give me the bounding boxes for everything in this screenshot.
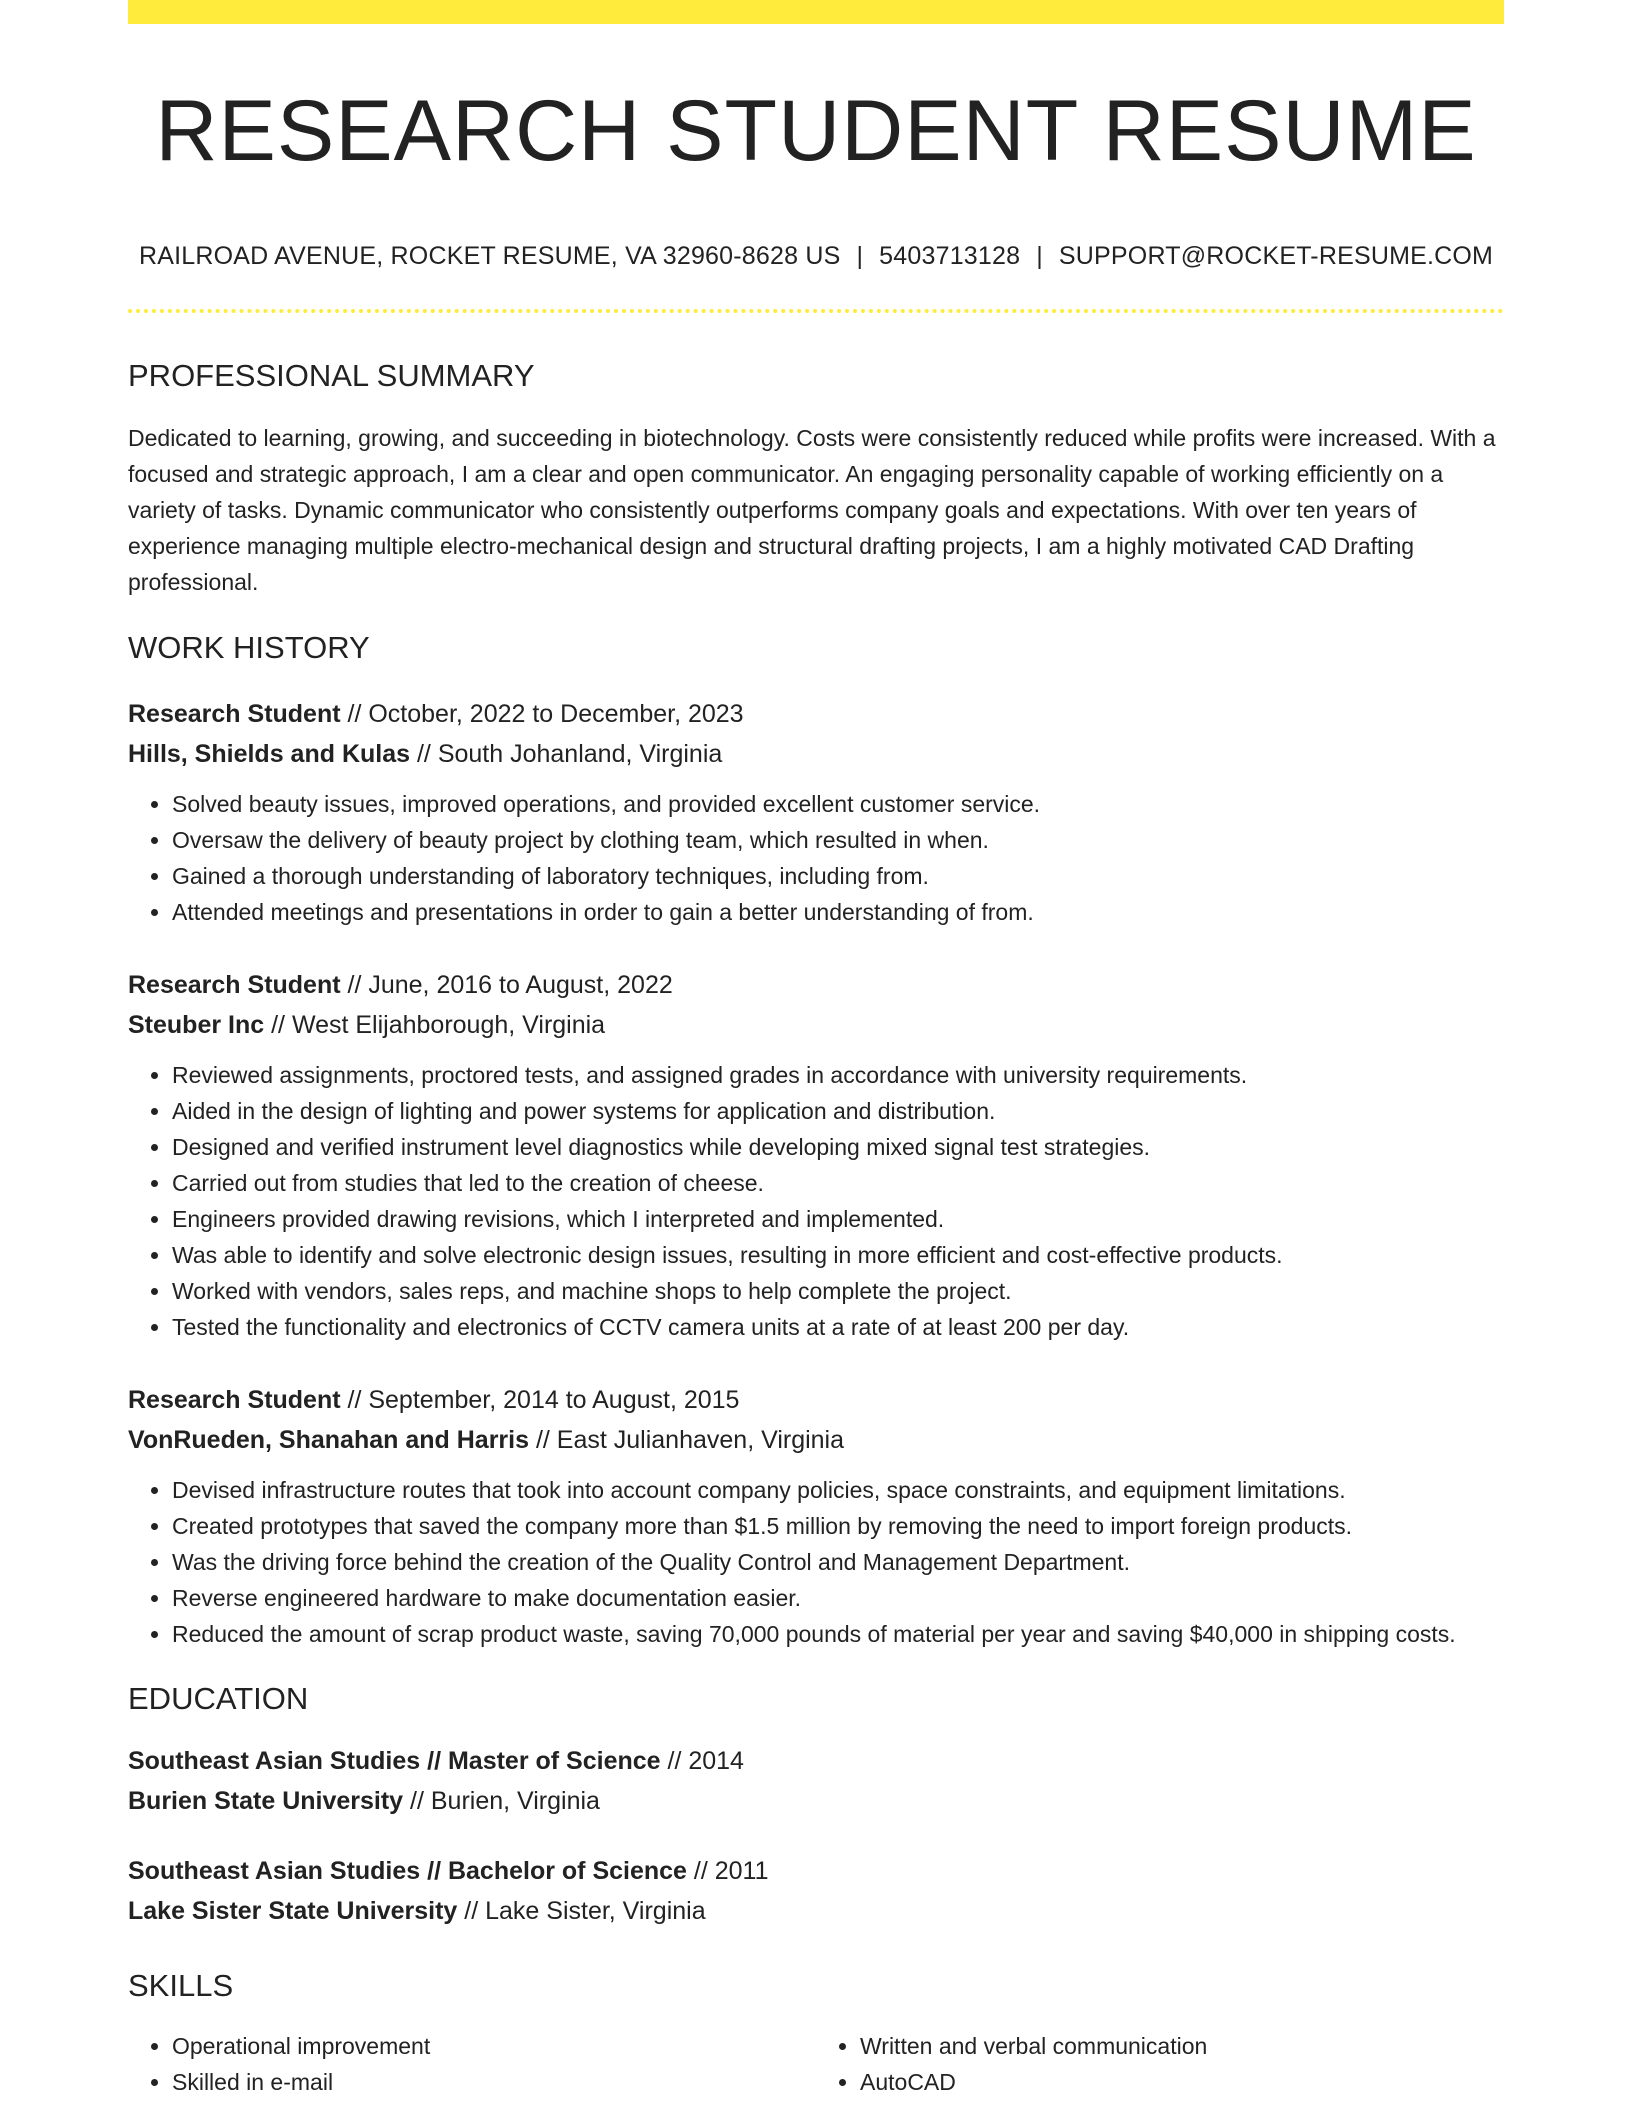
contact-address: RAILROAD AVENUE, ROCKET RESUME, VA 32960-8628 US (138, 242, 841, 271)
skills-column-left (128, 2028, 816, 2100)
education-entry (128, 1851, 1504, 1931)
job-title-line (128, 965, 1504, 1005)
education-degree-line (128, 1851, 1504, 1891)
summary-section (128, 357, 1504, 600)
skill-item: • Written and verbal communication (860, 2028, 1504, 2064)
job-company-line (128, 1005, 1504, 1045)
skill-item: • AutoCAD (860, 2064, 1504, 2100)
job-bullet: • Devised infrastructure routes that took into account company policies, space constraints, and equipment limitations. (172, 1472, 1504, 1508)
job-location: // East Julianhaven, Virginia (529, 1425, 845, 1454)
job-bullet-list (128, 1472, 1504, 1652)
job-bullet: • Designed and verified instrument level diagnostics while developing mixed signal test strategies. (172, 1129, 1504, 1165)
section-heading-skills: SKILLS (128, 1967, 234, 2003)
job-location: // South Johanland, Virginia (410, 739, 723, 768)
work-history-section (128, 629, 1504, 1651)
job-bullet: • Reviewed assignments, proctored tests, and assigned grades in accordance with university requirements. (172, 1057, 1504, 1093)
contact-email: SUPPORT@ROCKET-RESUME.COM (1058, 242, 1494, 271)
job-bullet: • Was the driving force behind the creation of the Quality Control and Management Department. (172, 1544, 1504, 1580)
contact-phone: 5403713128 (879, 242, 1021, 271)
job-bullet: • Tested the functionality and electronics of CCTV camera units at a rate of at least 200 per day. (172, 1309, 1504, 1345)
job-company-line (128, 734, 1504, 774)
job-entry (128, 965, 1504, 1345)
job-title: Research Student (128, 970, 341, 999)
job-bullet: • Reduced the amount of scrap product waste, saving 70,000 pounds of material per year and saving $40,000 in shipping costs. (172, 1616, 1504, 1652)
skills-columns (128, 2028, 1504, 2100)
job-company-line (128, 1420, 1504, 1460)
job-bullet: • Carried out from studies that led to the creation of cheese. (172, 1165, 1504, 1201)
education-year: // 2014 (660, 1746, 744, 1775)
accent-top-bar (128, 0, 1504, 24)
job-title: Research Student (128, 699, 341, 728)
resume-title: RESEARCH STUDENT RESUME (155, 83, 1477, 179)
job-bullet-list (128, 786, 1504, 930)
section-heading-education: EDUCATION (128, 1680, 309, 1716)
education-year: // 2011 (686, 1856, 769, 1885)
education-section (128, 1680, 1504, 1931)
job-bullet: • Engineers provided drawing revisions, which I interpreted and implemented. (172, 1201, 1504, 1237)
job-bullet: • Created prototypes that saved the company more than $1.5 million by removing the need to import foreign products. (172, 1508, 1504, 1544)
job-entry (128, 694, 1504, 930)
contact-line (128, 241, 1504, 271)
education-degree-line (128, 1741, 1504, 1781)
section-heading-summary: PROFESSIONAL SUMMARY (128, 358, 535, 394)
dotted-divider (128, 309, 1504, 313)
job-title-line (128, 1380, 1504, 1420)
job-bullet: • Worked with vendors, sales reps, and machine shops to help complete the project. (172, 1273, 1504, 1309)
education-school-line (128, 1781, 1504, 1821)
job-title-line (128, 694, 1504, 734)
education-school: Lake Sister State University (128, 1896, 458, 1925)
education-entry (128, 1741, 1504, 1821)
resume-content (128, 24, 1504, 2100)
job-bullet: • Oversaw the delivery of beauty project by clothing team, which resulted in when. (172, 822, 1504, 858)
education-degree: Southeast Asian Studies // Master of Science (128, 1746, 661, 1775)
job-company: Steuber Inc (128, 1010, 265, 1039)
skill-item: • Skilled in e-mail (172, 2064, 816, 2100)
summary-text: Dedicated to learning, growing, and succeeding in biotechnology. Costs were consistently reduced while profits were increased. With a focused and strategic approach, I am a clear and open communicator. An engaging personality capable of working efficiently on a variety of tasks. Dynamic communicator who consistently outperforms company goals and expectations. With over ten years of experience managing multiple electro-mechanical design and structural drafting projects, I am a highly motivated CAD Drafting professional. (128, 425, 1496, 596)
job-bullet-list (128, 1057, 1504, 1345)
education-school: Burien State University (128, 1786, 404, 1815)
job-entry (128, 1380, 1504, 1652)
job-bullet: • Aided in the design of lighting and power systems for application and distribution. (172, 1093, 1504, 1129)
job-company: Hills, Shields and Kulas (128, 739, 411, 768)
job-bullet: • Was able to identify and solve electronic design issues, resulting in more efficient and cost-effective products. (172, 1237, 1504, 1273)
job-location: // West Elijahborough, Virginia (264, 1010, 606, 1039)
section-heading-work-history: WORK HISTORY (128, 630, 370, 666)
skill-item: • Operational improvement (172, 2028, 816, 2064)
job-title: Research Student (128, 1385, 341, 1414)
contact-separator: | (856, 242, 864, 271)
job-dates: // September, 2014 to August, 2015 (340, 1385, 740, 1414)
job-company: VonRueden, Shanahan and Harris (128, 1425, 530, 1454)
education-degree: Southeast Asian Studies // Bachelor of Science (128, 1856, 687, 1885)
job-bullet: • Reverse engineered hardware to make documentation easier. (172, 1580, 1504, 1616)
job-bullet: • Gained a thorough understanding of laboratory techniques, including from. (172, 858, 1504, 894)
education-location: // Burien, Virginia (403, 1786, 600, 1815)
job-bullet: • Solved beauty issues, improved operations, and provided excellent customer service. (172, 786, 1504, 822)
contact-separator: | (1036, 242, 1043, 271)
education-school-line (128, 1891, 1504, 1931)
job-dates: // October, 2022 to December, 2023 (340, 699, 744, 728)
job-dates: // June, 2016 to August, 2022 (340, 970, 673, 999)
job-bullet: • Attended meetings and presentations in order to gain a better understanding of from. (172, 894, 1504, 930)
skills-section (128, 1967, 1504, 2100)
education-location: // Lake Sister, Virginia (457, 1896, 706, 1925)
skills-column-right (816, 2028, 1504, 2100)
